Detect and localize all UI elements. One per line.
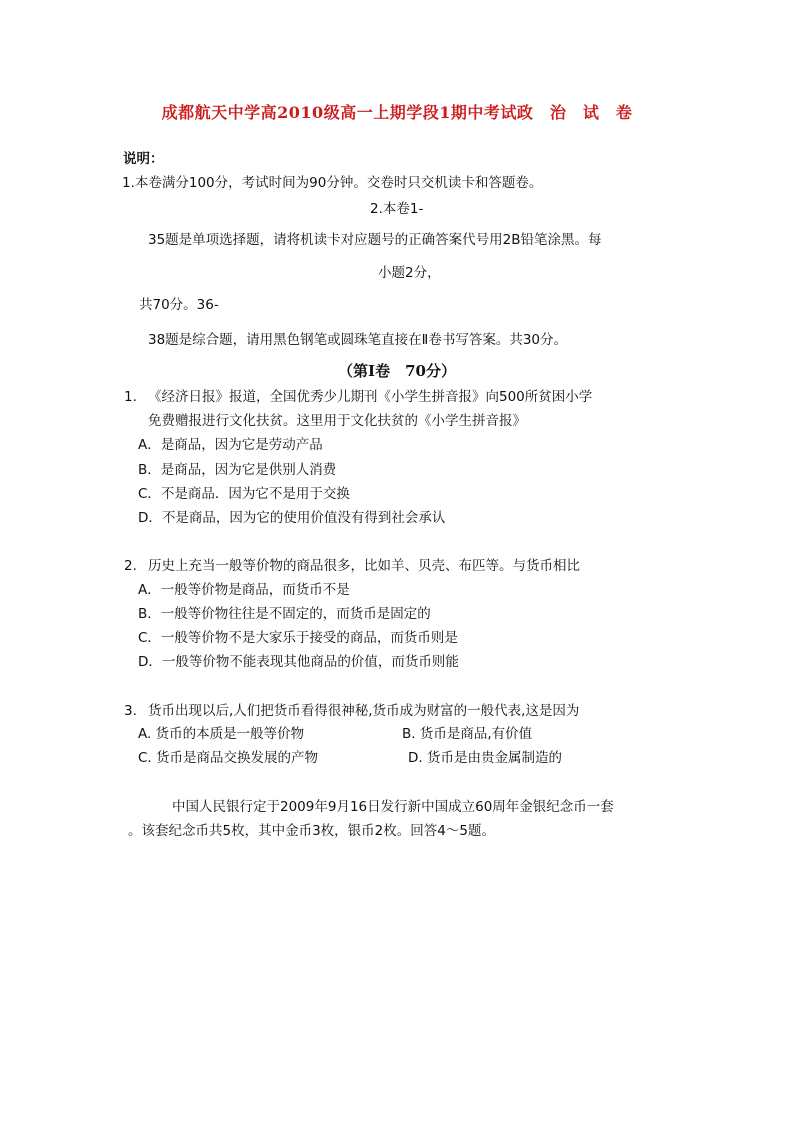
option-d: D．一般等价物不能表现其他商品的价值，而货币则能 (138, 654, 459, 670)
question-stem-line: 免费赠报进行文化扶贫。这里用于文化扶贫的《小学生拼音报》 (148, 413, 526, 429)
option-a: A．一般等价物是商品，而货币不是 (138, 582, 350, 598)
passage-line-1: 中国人民银行定于2009年9月16日发行新中国成立60周年金银纪念币一套 (172, 799, 614, 815)
option-c: C. 货币是商品交换发展的产物 (138, 750, 319, 766)
instruction-line-2: 2.本卷1- (370, 201, 424, 217)
option-a: A. 货币的本质是一般等价物 (138, 726, 305, 742)
option-c: C．一般等价物不是大家乐于接受的商品，而货币则是 (138, 630, 458, 646)
instruction-line-5: 共70分。36- (139, 297, 219, 313)
question-stem-line: 货币出现以后,人们把货币看得很神秘,货币成为财富的一般代表,这是因为 (148, 703, 580, 719)
option-d: D. 货币是由贵金属制造的 (408, 750, 562, 766)
question-number: 3. (124, 703, 137, 719)
instruction-line-3: 35题是单项选择题，请将机读卡对应题号的正确答案代号用2B铅笔涂黑。每 (148, 232, 602, 248)
question-stem-line: 历史上充当一般等价物的商品很多，比如羊、贝壳、布匹等。与货币相比 (148, 558, 580, 574)
question-number: 2. (124, 558, 137, 574)
option-b: B. 货币是商品,有价值 (402, 726, 533, 742)
option-b: B．一般等价物往往是不固定的，而货币是固定的 (138, 606, 431, 622)
instruction-line-6: 38题是综合题，请用黑色钢笔或圆珠笔直接在Ⅱ卷书写答案。共30分。 (148, 332, 568, 348)
option-c: C．不是商品．因为它不是用于交换 (138, 486, 350, 502)
option-b: B．是商品，因为它是供别人消费 (138, 462, 337, 478)
instructions-heading: 说明： (123, 151, 164, 167)
passage-line-2: 。该套纪念币共5枚，其中金币3枚，银币2枚。回答4～5题。 (128, 823, 495, 839)
option-a: A．是商品，因为它是劳动产品 (138, 437, 323, 453)
question-stem-line: 《经济日报》报道，全国优秀少儿期刊《小学生拼音报》向500所贫困小学 (148, 389, 593, 405)
question-number: 1. (124, 389, 137, 405)
section-heading-part1: （第Ⅰ卷 70分） (338, 362, 456, 380)
exam-title: 成都航天中学高2010级高一上期学段1期中考试政 治 试 卷 (161, 103, 633, 122)
option-d: D．不是商品，因为它的使用价值没有得到社会承认 (138, 510, 446, 526)
instruction-line-1: 1.本卷满分100分，考试时间为90分钟。交卷时只交机读卡和答题卷。 (122, 175, 543, 191)
instruction-line-4: 小题2分， (378, 265, 441, 281)
